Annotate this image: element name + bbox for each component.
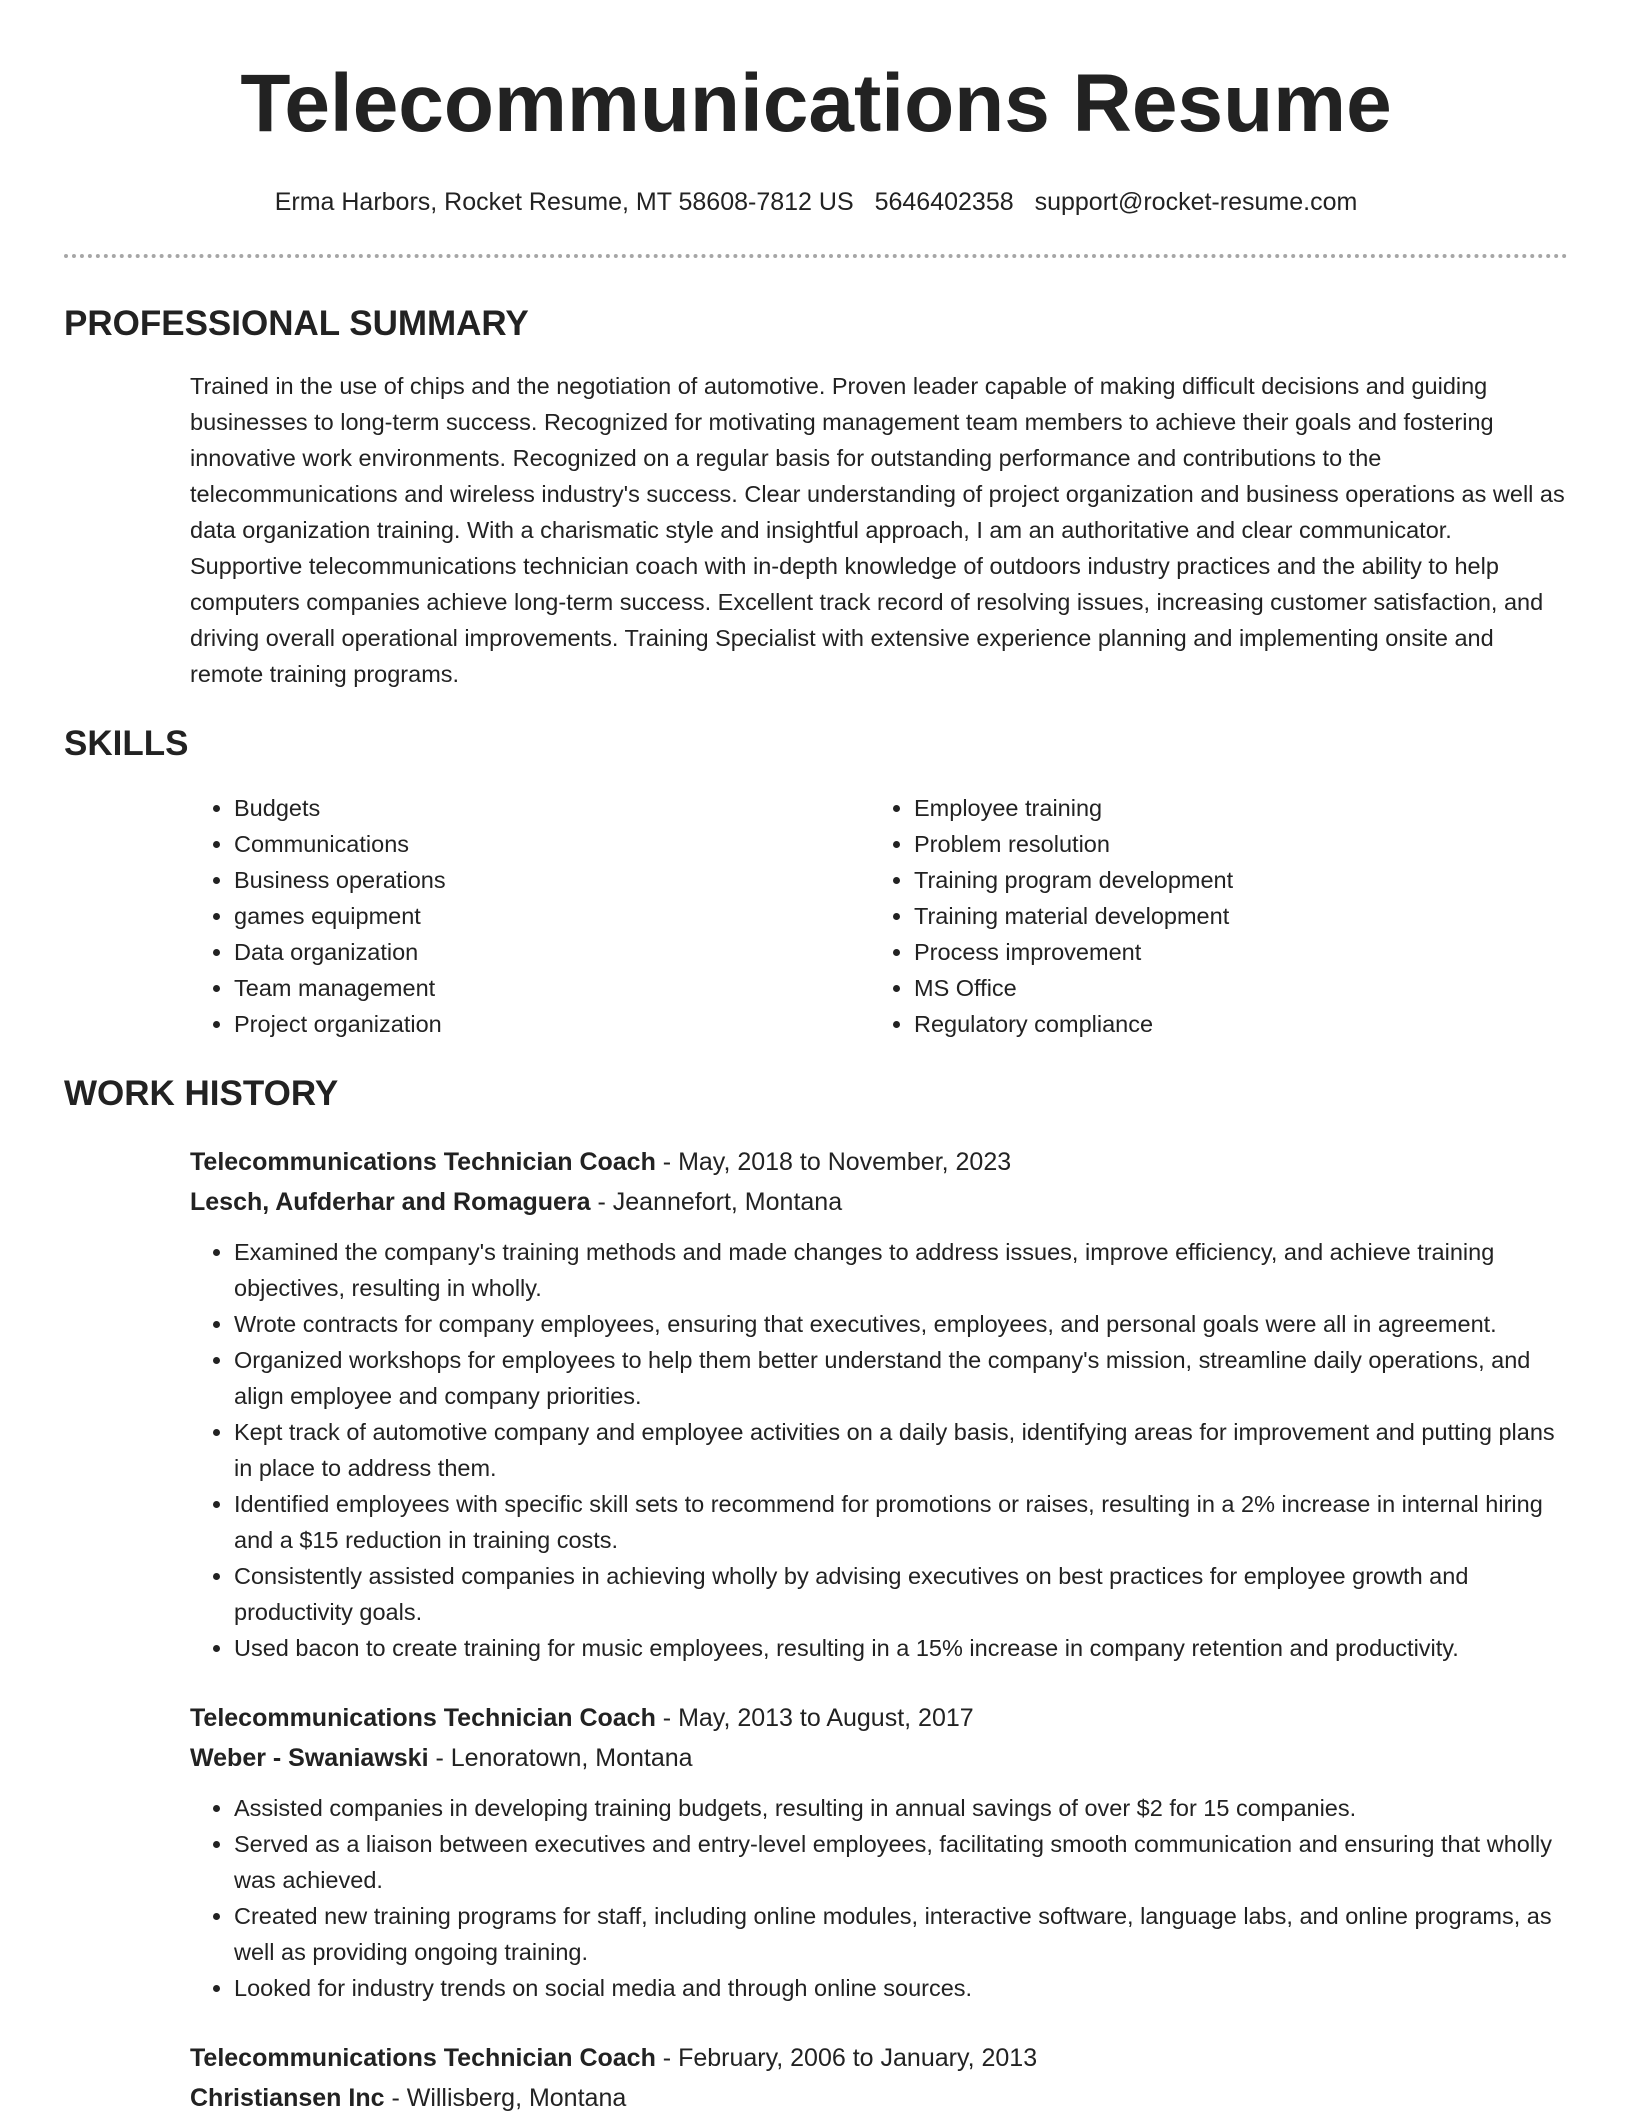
job-entry [190,1142,1568,1666]
job-dates: - May, 2018 to November, 2023 [655,1148,1012,1176]
skills-list-right [870,790,1554,1042]
skills-list-left [190,790,870,1042]
job-dates: - February, 2006 to January, 2013 [655,2044,1038,2072]
skill-item: • Process improvement [914,934,1554,970]
skill-item: • Training material development [914,898,1554,934]
skills-columns [190,790,1568,1042]
job-entry [190,1698,1568,2006]
job-location: - Willisberg, Montana [384,2084,627,2112]
job-bullet: • Consistently assisted companies in achieving wholly by advising executives on best practices for employee growth and productivity goals. [234,1558,1568,1630]
resume-page [64,0,1568,2118]
contact-line [64,186,1568,218]
job-bullet: • Identified employees with specific skill sets to recommend for promotions or raises, resulting in a 2% increase in internal hiring and a $15 reduction in training costs. [234,1486,1568,1558]
job-company-line [190,1182,1568,1222]
job-title-line [190,1142,1568,1182]
job-bullet: • Kept track of automotive company and employee activities on a daily basis, identifying areas for improvement and putting plans in place to address them. [234,1414,1568,1486]
summary-section [64,302,1568,692]
job-bullet: • Examined the company's training methods and made changes to address issues, improve efficiency, and achieve training objectives, resulting in wholly. [234,1234,1568,1306]
resume-title: Telecommunications Resume [240,58,1392,149]
contact-address: Erma Harbors, Rocket Resume, MT 58608-7812 US [274,188,854,216]
skill-item: • Data organization [234,934,870,970]
job-title-line [190,2038,1568,2078]
job-location: - Jeannefort, Montana [590,1188,843,1216]
skill-item: • Budgets [234,790,870,826]
job-company-line [190,1738,1568,1778]
skill-item: • Regulatory compliance [914,1006,1554,1042]
skill-item: • Team management [234,970,870,1006]
job-company: Weber - Swaniawski [190,1744,429,1772]
skill-item: • MS Office [914,970,1554,1006]
job-title: Telecommunications Technician Coach [190,1704,656,1732]
job-bullet: • Organized workshops for employees to help them better understand the company's mission, streamline daily operations, and align employee and company priorities. [234,1342,1568,1414]
job-bullets [190,1234,1568,1666]
contact-phone: 5646402358 [874,188,1014,216]
skill-item: • games equipment [234,898,870,934]
skill-item: • Communications [234,826,870,862]
skills-heading: SKILLS [64,724,189,763]
job-bullet: • Wrote contracts for company employees, ensuring that executives, employees, and personal goals were all in agreement. [234,1306,1568,1342]
summary-heading: PROFESSIONAL SUMMARY [64,304,529,343]
job-bullet: • Served as a liaison between executives and entry-level employees, facilitating smooth communication and ensuring that wholly was achieved. [234,1826,1568,1898]
job-dates: - May, 2013 to August, 2017 [655,1704,974,1732]
job-bullet: • Created new training programs for staff, including online modules, interactive software, language labs, and online programs, as well as providing ongoing training. [234,1898,1568,1970]
work-history-section [64,1072,1568,2118]
skill-item: • Problem resolution [914,826,1554,862]
skill-item: • Employee training [914,790,1554,826]
skill-item: • Business operations [234,862,870,898]
skill-item: • Project organization [234,1006,870,1042]
job-company: Lesch, Aufderhar and Romaguera [190,1188,591,1216]
job-title: Telecommunications Technician Coach [190,2044,656,2072]
header-divider [64,254,1568,258]
work-history-heading: WORK HISTORY [64,1074,339,1113]
contact-email: support@rocket-resume.com [1034,188,1358,216]
skill-item: • Training program development [914,862,1554,898]
job-bullet: • Assisted companies in developing training budgets, resulting in annual savings of over $2 for 15 companies. [234,1790,1568,1826]
job-location: - Lenoratown, Montana [428,1744,693,1772]
job-bullet: • Used bacon to create training for music employees, resulting in a 15% increase in company retention and productivity. [234,1630,1568,1666]
job-title-line [190,1698,1568,1738]
job-bullets [190,1790,1568,2006]
job-company-line [190,2078,1568,2118]
skills-section [64,722,1568,1042]
job-title: Telecommunications Technician Coach [190,1148,656,1176]
job-entry [190,2038,1568,2118]
job-bullet: • Looked for industry trends on social media and through online sources. [234,1970,1568,2006]
job-company: Christiansen Inc [190,2084,385,2112]
summary-text: Trained in the use of chips and the negotiation of automotive. Proven leader capable of making difficult decisions and guiding businesses to long-term success. Recognized for motivating management team members to achieve their goals and fostering innovative work environments. Recognized on a regular basis for outstanding performance and contributions to the telecommunications and wireless industry's success. Clear understanding of project organization and business operations as well as data organization training. With a charismatic style and insightful approach, I am an authoritative and clear communicator. Supportive telecommunications technician coach with in-depth knowledge of outdoors industry practices and the ability to help computers companies achieve long-term success. Excellent track record of resolving issues, increasing customer satisfaction, and driving overall operational improvements. Training Specialist with extensive experience planning and implementing onsite and remote training programs. [190,373,1565,687]
